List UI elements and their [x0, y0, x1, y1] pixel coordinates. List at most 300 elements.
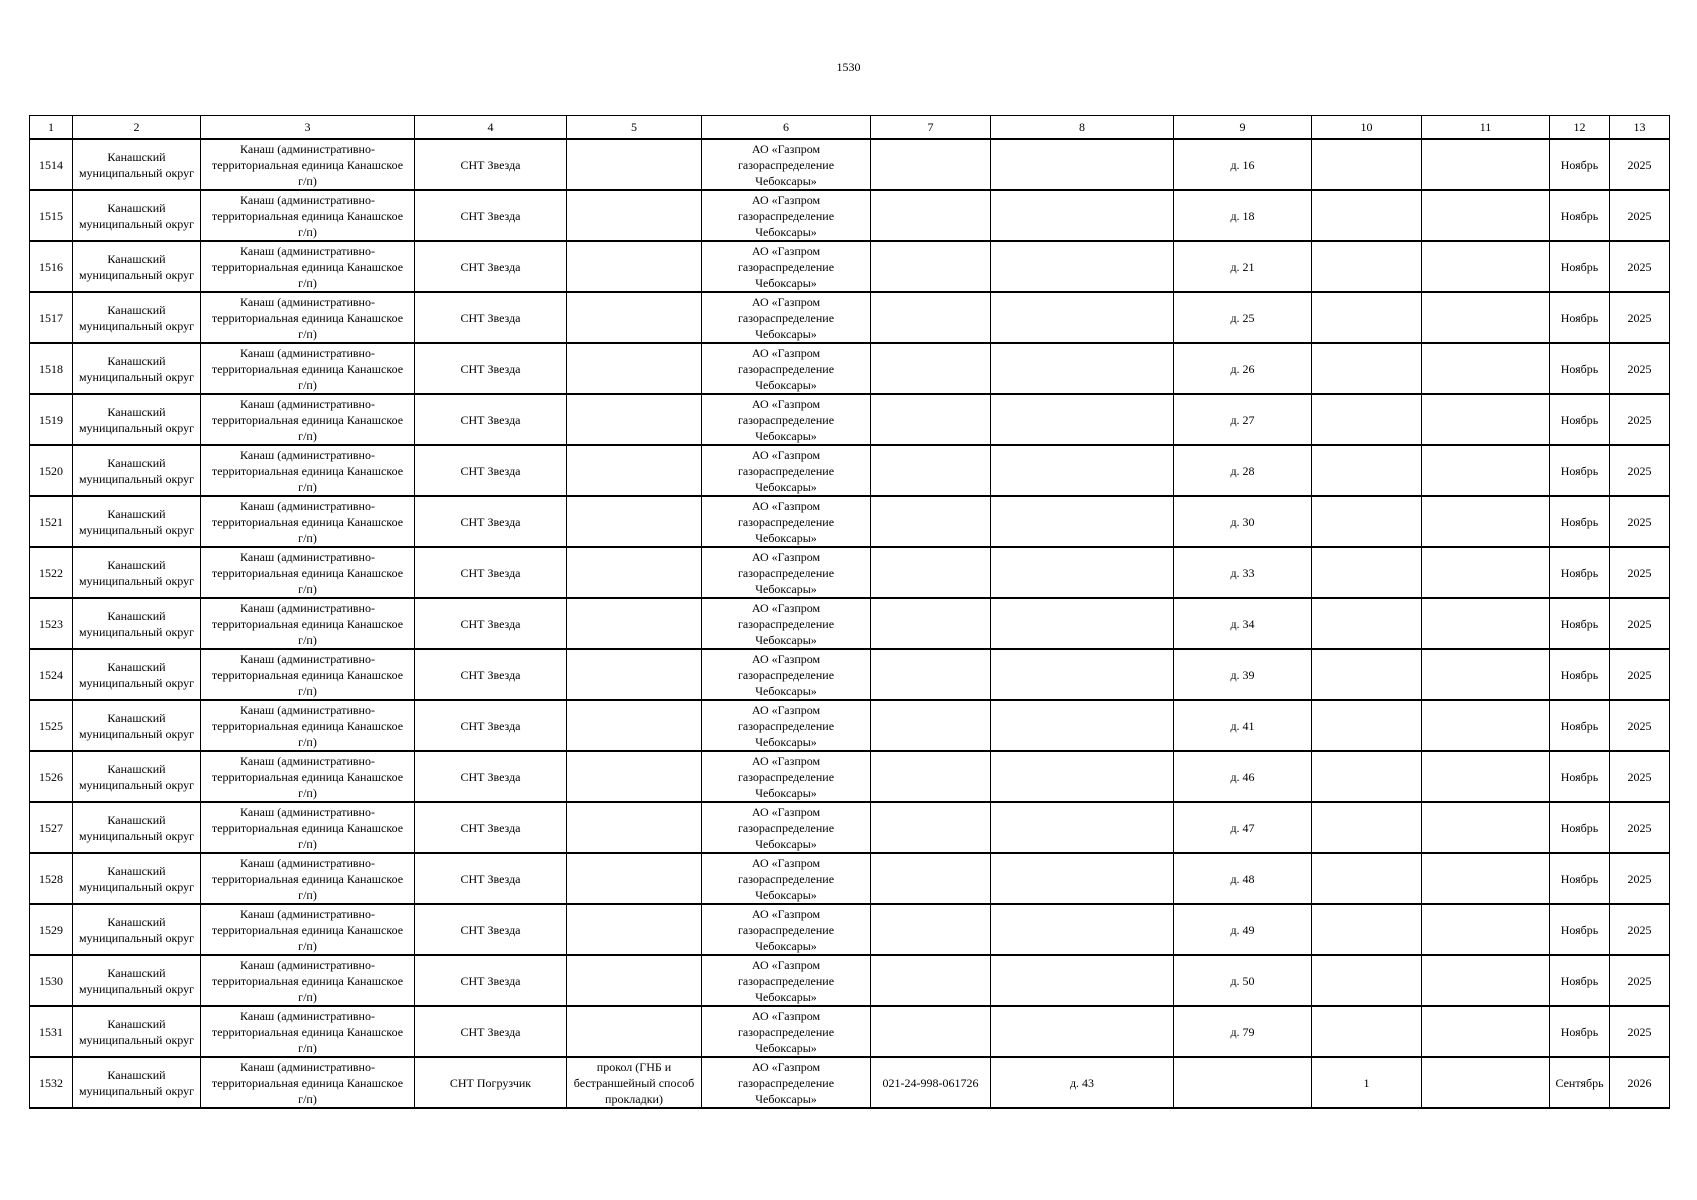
cell-11 [1422, 700, 1550, 751]
organization-cell [702, 904, 871, 955]
cell-line: газораспределение [737, 361, 835, 376]
house-cell-8 [991, 1006, 1174, 1057]
month-cell: Ноябрь [1550, 751, 1610, 802]
cell-line: муниципальный округ [78, 675, 195, 690]
cell-line: АО «Газпром [751, 192, 821, 207]
cell-line: АО «Газпром [751, 1008, 821, 1023]
street-cell: СНТ Звезда [415, 139, 567, 190]
street-cell: СНТ Звезда [415, 241, 567, 292]
cell-11 [1422, 649, 1550, 700]
cell-line: газораспределение [737, 259, 835, 274]
district-cell [73, 445, 201, 496]
district-cell [73, 598, 201, 649]
district-cell [73, 343, 201, 394]
house-cell-9: д. 48 [1174, 853, 1312, 904]
method-cell [567, 394, 702, 445]
count-cell [1312, 751, 1422, 802]
cell-line: муниципальный округ [78, 369, 195, 384]
house-cell-9: д. 39 [1174, 649, 1312, 700]
organization-cell [702, 700, 871, 751]
cell-line: территориальная единица Канашское [211, 361, 404, 376]
code-cell [871, 496, 991, 547]
cell-11 [1422, 598, 1550, 649]
year-cell: 2025 [1610, 496, 1670, 547]
cell-line: газораспределение [737, 922, 835, 937]
locality-cell [201, 292, 415, 343]
district-cell [73, 190, 201, 241]
cell-line: АО «Газпром [751, 957, 821, 972]
cell-line: Чебоксары» [755, 734, 817, 749]
method-cell [567, 802, 702, 853]
locality-cell [201, 547, 415, 598]
district-cell [73, 955, 201, 1006]
cell-line: муниципальный округ [78, 420, 195, 435]
cell-line: газораспределение [737, 820, 835, 835]
cell-line: Канаш (административно- [240, 651, 375, 666]
organization-cell [702, 445, 871, 496]
cell-11 [1422, 1057, 1550, 1108]
cell-line: Канаш (административно- [240, 192, 375, 207]
district-cell [73, 700, 201, 751]
row-number: 1524 [30, 649, 73, 700]
cell-11 [1422, 343, 1550, 394]
locality-cell [201, 1057, 415, 1108]
district-cell [73, 547, 201, 598]
organization-cell [702, 1057, 871, 1108]
row-number: 1520 [30, 445, 73, 496]
cell-11 [1422, 802, 1550, 853]
cell-line: газораспределение [737, 769, 835, 784]
cell-line: газораспределение [737, 514, 835, 529]
cell-line: АО «Газпром [751, 804, 821, 819]
house-cell-9: д. 21 [1174, 241, 1312, 292]
cell-line: Канашский [107, 863, 166, 878]
cell-line: г/п) [298, 836, 317, 851]
organization-cell [702, 496, 871, 547]
house-cell-8 [991, 394, 1174, 445]
cell-line: Канаш (административно- [240, 549, 375, 564]
count-cell [1312, 853, 1422, 904]
cell-line: газораспределение [737, 157, 835, 172]
method-cell [567, 547, 702, 598]
locality-cell [201, 496, 415, 547]
cell-line: Канашский [107, 659, 166, 674]
cell-line: Канаш (административно- [240, 294, 375, 309]
table-row [30, 139, 1670, 190]
street-cell: СНТ Звезда [415, 598, 567, 649]
locality-cell [201, 241, 415, 292]
district-cell [73, 292, 201, 343]
cell-line: территориальная единица Канашское [211, 310, 404, 325]
cell-line: Канашский [107, 404, 166, 419]
year-cell: 2025 [1610, 649, 1670, 700]
table-row [30, 292, 1670, 343]
year-cell: 2026 [1610, 1057, 1670, 1108]
organization-cell [702, 802, 871, 853]
cell-line: Чебоксары» [755, 326, 817, 341]
cell-line: газораспределение [737, 412, 835, 427]
cell-line: территориальная единица Канашское [211, 259, 404, 274]
year-cell: 2025 [1610, 853, 1670, 904]
cell-line: газораспределение [737, 1024, 835, 1039]
count-cell [1312, 445, 1422, 496]
cell-line: АО «Газпром [751, 243, 821, 258]
cell-line: г/п) [298, 785, 317, 800]
cell-11 [1422, 241, 1550, 292]
house-cell-9: д. 28 [1174, 445, 1312, 496]
cell-line: АО «Газпром [751, 294, 821, 309]
cell-line: АО «Газпром [751, 753, 821, 768]
cell-line: прокладки) [605, 1091, 663, 1106]
cell-11 [1422, 955, 1550, 1006]
cell-line: Канашский [107, 455, 166, 470]
house-cell-8 [991, 955, 1174, 1006]
method-cell [567, 190, 702, 241]
cell-11 [1422, 292, 1550, 343]
cell-line: г/п) [298, 632, 317, 647]
method-cell [567, 700, 702, 751]
row-number: 1523 [30, 598, 73, 649]
table-row [30, 1006, 1670, 1057]
cell-line: АО «Газпром [751, 702, 821, 717]
street-cell: СНТ Звезда [415, 1006, 567, 1057]
cell-line: газораспределение [737, 616, 835, 631]
table-row [30, 496, 1670, 547]
cell-line: Канашский [107, 200, 166, 215]
table-row [30, 853, 1670, 904]
cell-line: АО «Газпром [751, 396, 821, 411]
row-number: 1528 [30, 853, 73, 904]
house-cell-9: д. 79 [1174, 1006, 1312, 1057]
method-cell [567, 445, 702, 496]
street-cell: СНТ Звезда [415, 649, 567, 700]
table-body [30, 139, 1670, 1108]
house-cell-8 [991, 139, 1174, 190]
house-cell-9: д. 34 [1174, 598, 1312, 649]
column-header-10: 10 [1312, 116, 1422, 140]
organization-cell [702, 649, 871, 700]
house-cell-8 [991, 700, 1174, 751]
district-cell [73, 751, 201, 802]
code-cell [871, 394, 991, 445]
month-cell: Сентябрь [1550, 1057, 1610, 1108]
row-number: 1515 [30, 190, 73, 241]
row-number: 1529 [30, 904, 73, 955]
cell-line: территориальная единица Канашское [211, 565, 404, 580]
cell-line: Канашский [107, 1067, 166, 1082]
cell-line: Чебоксары» [755, 1040, 817, 1055]
cell-line: Канаш (административно- [240, 396, 375, 411]
cell-line: муниципальный округ [78, 624, 195, 639]
count-cell [1312, 343, 1422, 394]
cell-line: муниципальный округ [78, 930, 195, 945]
method-cell [567, 1057, 702, 1108]
count-cell: 1 [1312, 1057, 1422, 1108]
month-cell: Ноябрь [1550, 496, 1610, 547]
table-row [30, 802, 1670, 853]
cell-line: прокол (ГНБ и [596, 1059, 672, 1074]
cell-line: Канаш (административно- [240, 906, 375, 921]
organization-cell [702, 292, 871, 343]
year-cell: 2025 [1610, 904, 1670, 955]
year-cell: 2025 [1610, 394, 1670, 445]
method-cell [567, 598, 702, 649]
cell-line: г/п) [298, 275, 317, 290]
table-row [30, 904, 1670, 955]
cell-line: газораспределение [737, 208, 835, 223]
cell-line: территориальная единица Канашское [211, 922, 404, 937]
organization-cell [702, 241, 871, 292]
cell-line: территориальная единица Канашское [211, 973, 404, 988]
district-cell [73, 496, 201, 547]
column-header-3: 3 [201, 116, 415, 140]
cell-line: АО «Газпром [751, 447, 821, 462]
locality-cell [201, 598, 415, 649]
cell-line: территориальная единица Канашское [211, 514, 404, 529]
month-cell: Ноябрь [1550, 547, 1610, 598]
district-cell [73, 1057, 201, 1108]
organization-cell [702, 1006, 871, 1057]
cell-line: АО «Газпром [751, 651, 821, 666]
cell-line: Чебоксары» [755, 428, 817, 443]
row-number: 1519 [30, 394, 73, 445]
code-cell [871, 700, 991, 751]
cell-line: Чебоксары» [755, 479, 817, 494]
year-cell: 2025 [1610, 292, 1670, 343]
count-cell [1312, 802, 1422, 853]
code-cell [871, 955, 991, 1006]
house-cell-9: д. 30 [1174, 496, 1312, 547]
cell-11 [1422, 190, 1550, 241]
count-cell [1312, 955, 1422, 1006]
cell-11 [1422, 394, 1550, 445]
locality-cell [201, 802, 415, 853]
cell-line: Чебоксары» [755, 989, 817, 1004]
year-cell: 2025 [1610, 343, 1670, 394]
cell-line: газораспределение [737, 565, 835, 580]
organization-cell [702, 955, 871, 1006]
column-header-9: 9 [1174, 116, 1312, 140]
code-cell [871, 598, 991, 649]
table-row [30, 955, 1670, 1006]
district-cell [73, 853, 201, 904]
year-cell: 2025 [1610, 190, 1670, 241]
row-number: 1518 [30, 343, 73, 394]
organization-cell [702, 394, 871, 445]
month-cell: Ноябрь [1550, 649, 1610, 700]
month-cell: Ноябрь [1550, 343, 1610, 394]
cell-line: Чебоксары» [755, 530, 817, 545]
house-cell-9: д. 47 [1174, 802, 1312, 853]
month-cell: Ноябрь [1550, 445, 1610, 496]
page-number: 1530 [836, 60, 861, 74]
count-cell [1312, 649, 1422, 700]
table-row [30, 241, 1670, 292]
column-header-1: 1 [30, 116, 73, 140]
cell-line: Канаш (административно- [240, 753, 375, 768]
house-cell-8 [991, 445, 1174, 496]
cell-line: муниципальный округ [78, 1083, 195, 1098]
district-cell [73, 139, 201, 190]
code-cell [871, 190, 991, 241]
table-row [30, 190, 1670, 241]
cell-line: г/п) [298, 581, 317, 596]
column-number-row [30, 116, 1670, 140]
cell-11 [1422, 1006, 1550, 1057]
cell-11 [1422, 751, 1550, 802]
district-cell [73, 1006, 201, 1057]
cell-line: территориальная единица Канашское [211, 1024, 404, 1039]
table-row [30, 598, 1670, 649]
method-cell [567, 1006, 702, 1057]
district-cell [73, 649, 201, 700]
cell-line: г/п) [298, 734, 317, 749]
count-cell [1312, 1006, 1422, 1057]
cell-line: АО «Газпром [751, 549, 821, 564]
locality-cell [201, 751, 415, 802]
cell-line: Канашский [107, 149, 166, 164]
month-cell: Ноябрь [1550, 190, 1610, 241]
cell-line: муниципальный округ [78, 318, 195, 333]
street-cell: СНТ Звезда [415, 394, 567, 445]
locality-cell [201, 853, 415, 904]
row-number: 1525 [30, 700, 73, 751]
cell-line: территориальная единица Канашское [211, 616, 404, 631]
cell-line: г/п) [298, 683, 317, 698]
cell-line: муниципальный округ [78, 165, 195, 180]
house-cell-8 [991, 241, 1174, 292]
street-cell: СНТ Звезда [415, 343, 567, 394]
street-cell: СНТ Звезда [415, 751, 567, 802]
year-cell: 2025 [1610, 598, 1670, 649]
count-cell [1312, 139, 1422, 190]
house-cell-9: д. 50 [1174, 955, 1312, 1006]
cell-line: муниципальный округ [78, 828, 195, 843]
cell-line: муниципальный округ [78, 1032, 195, 1047]
street-cell: СНТ Звезда [415, 853, 567, 904]
cell-line: территориальная единица Канашское [211, 667, 404, 682]
code-cell [871, 139, 991, 190]
district-cell [73, 904, 201, 955]
cell-line: Канаш (административно- [240, 498, 375, 513]
cell-line: Канаш (административно- [240, 141, 375, 156]
cell-line: Канаш (административно- [240, 1008, 375, 1023]
street-cell: СНТ Звезда [415, 445, 567, 496]
cell-line: территориальная единица Канашское [211, 769, 404, 784]
street-cell: СНТ Звезда [415, 190, 567, 241]
column-header-4: 4 [415, 116, 567, 140]
cell-line: муниципальный округ [78, 777, 195, 792]
cell-line: Канаш (административно- [240, 804, 375, 819]
code-cell [871, 547, 991, 598]
code-cell [871, 853, 991, 904]
organization-cell [702, 343, 871, 394]
house-cell-9: д. 18 [1174, 190, 1312, 241]
count-cell [1312, 547, 1422, 598]
district-cell [73, 802, 201, 853]
column-header-13: 13 [1610, 116, 1670, 140]
cell-line: территориальная единица Канашское [211, 718, 404, 733]
cell-line: г/п) [298, 479, 317, 494]
code-cell [871, 445, 991, 496]
cell-11 [1422, 445, 1550, 496]
cell-line: Чебоксары» [755, 632, 817, 647]
locality-cell [201, 649, 415, 700]
district-cell [73, 394, 201, 445]
column-header-7: 7 [871, 116, 991, 140]
cell-line: Канаш (административно- [240, 447, 375, 462]
table-row [30, 1057, 1670, 1108]
house-cell-9: д. 27 [1174, 394, 1312, 445]
code-cell [871, 292, 991, 343]
count-cell [1312, 394, 1422, 445]
cell-line: Канаш (административно- [240, 957, 375, 972]
house-cell-9: д. 41 [1174, 700, 1312, 751]
house-cell-8 [991, 649, 1174, 700]
cell-line: Чебоксары» [755, 1091, 817, 1106]
cell-line: Канашский [107, 761, 166, 776]
cell-line: Канашский [107, 710, 166, 725]
cell-line: Канашский [107, 965, 166, 980]
year-cell: 2025 [1610, 547, 1670, 598]
house-cell-8 [991, 190, 1174, 241]
cell-line: г/п) [298, 1091, 317, 1106]
cell-line: г/п) [298, 989, 317, 1004]
house-cell-8 [991, 292, 1174, 343]
cell-line: Канашский [107, 812, 166, 827]
locality-cell [201, 955, 415, 1006]
column-header-2: 2 [73, 116, 201, 140]
cell-line: Канаш (административно- [240, 702, 375, 717]
month-cell: Ноябрь [1550, 394, 1610, 445]
street-cell: СНТ Звезда [415, 700, 567, 751]
table-row [30, 343, 1670, 394]
cell-line: Канашский [107, 608, 166, 623]
cell-line: Чебоксары» [755, 683, 817, 698]
table-row [30, 751, 1670, 802]
count-cell [1312, 190, 1422, 241]
cell-line: г/п) [298, 428, 317, 443]
house-cell-9: д. 16 [1174, 139, 1312, 190]
cell-line: Канаш (административно- [240, 1059, 375, 1074]
count-cell [1312, 700, 1422, 751]
street-cell: СНТ Погрузчик [415, 1057, 567, 1108]
house-cell-9: д. 46 [1174, 751, 1312, 802]
cell-line: г/п) [298, 326, 317, 341]
organization-cell [702, 751, 871, 802]
locality-cell [201, 343, 415, 394]
code-cell [871, 751, 991, 802]
cell-line: Чебоксары» [755, 938, 817, 953]
cell-line: газораспределение [737, 1075, 835, 1090]
column-header-11: 11 [1422, 116, 1550, 140]
cell-11 [1422, 139, 1550, 190]
year-cell: 2025 [1610, 802, 1670, 853]
table-row [30, 445, 1670, 496]
house-cell-8 [991, 904, 1174, 955]
cell-line: муниципальный округ [78, 471, 195, 486]
count-cell [1312, 904, 1422, 955]
count-cell [1312, 496, 1422, 547]
year-cell: 2025 [1610, 241, 1670, 292]
cell-line: муниципальный округ [78, 267, 195, 282]
year-cell: 2025 [1610, 751, 1670, 802]
cell-line: территориальная единица Канашское [211, 820, 404, 835]
locality-cell [201, 394, 415, 445]
method-cell [567, 241, 702, 292]
cell-line: Канаш (административно- [240, 243, 375, 258]
cell-line: муниципальный округ [78, 726, 195, 741]
